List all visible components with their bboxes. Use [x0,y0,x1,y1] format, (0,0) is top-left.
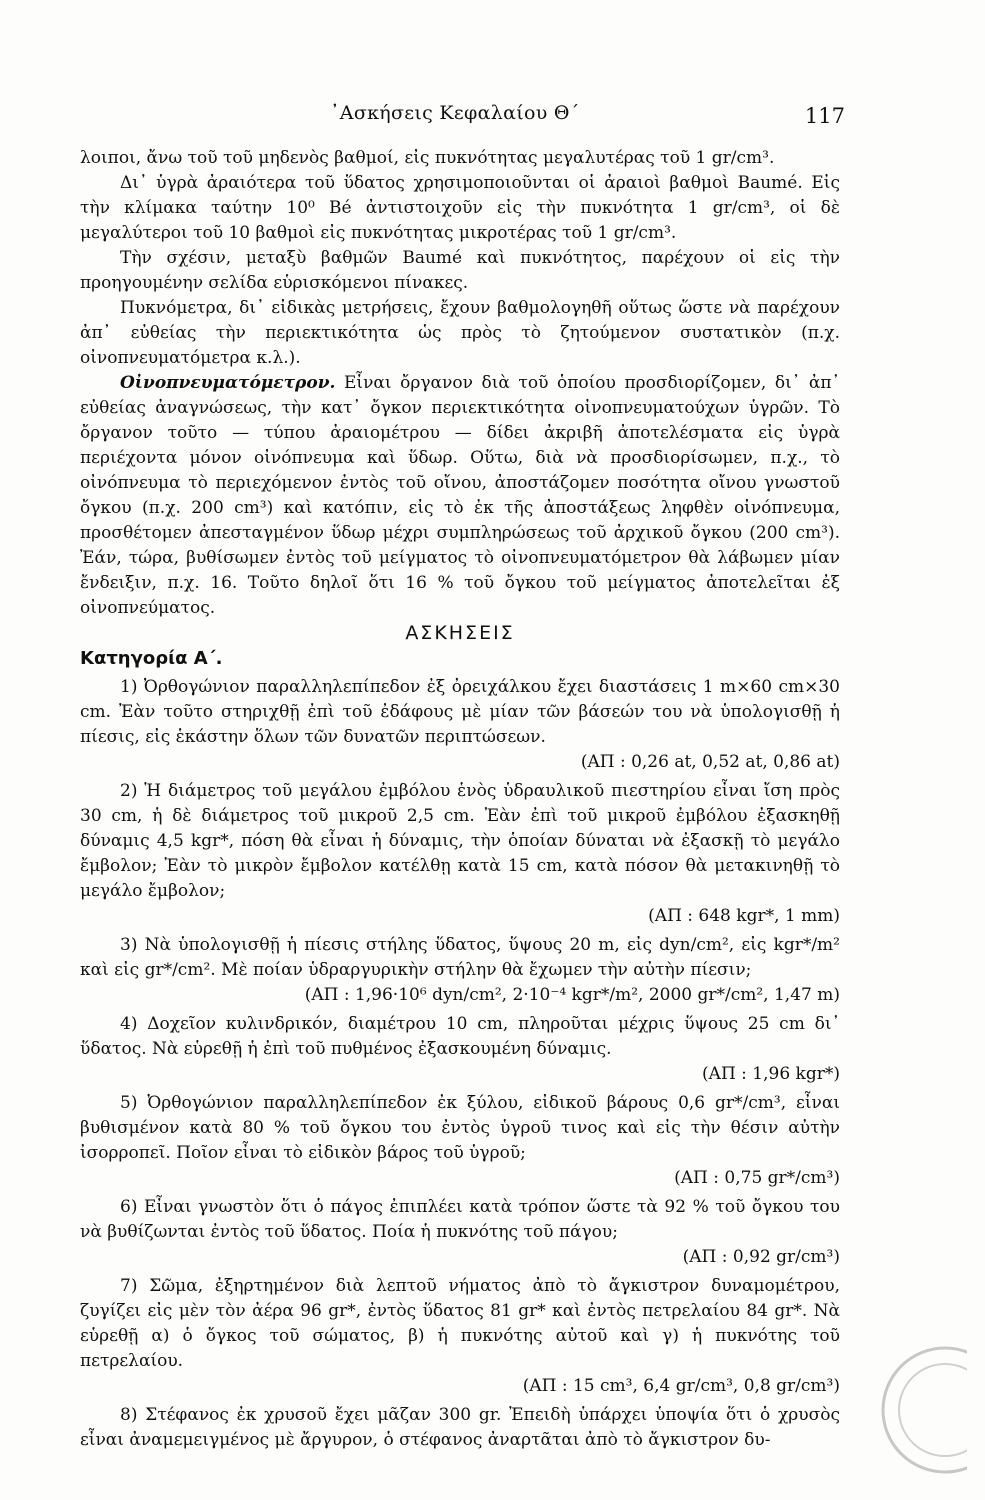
exercise-5 [80,1091,840,1191]
exercise-4 [80,1012,840,1087]
exercise-answer: (ΑΠ : 0,75 gr*/cm³) [674,1168,840,1188]
category-heading: Κατηγορία Α΄. [80,648,223,669]
exercise-answer: (ΑΠ : 15 cm³, 6,4 gr/cm³, 0,8 gr/cm³) [522,1376,840,1396]
exercise-7 [80,1274,840,1399]
exercise-text: 5) Ὀρθογώνιον παραλληλεπίπεδον ἐκ ξύλου, εἰδικοῦ βάρους 0,6 gr*/cm³, εἶναι βυθισμένον κατὰ 80 % τοῦ ὄγκου του ἐντὸς ὑγροῦ τινος καὶ εἰς τὴν θέσιν αὐτὴν ἰσορροπεῖ. Ποῖον εἶναι τὸ εἰδικὸν βάρος τοῦ ὑγροῦ; [80,1093,840,1163]
intro-paragraph-5 [80,371,840,621]
exercise-8 [80,1403,840,1453]
intro-paragraph-3: Τὴν σχέσιν, μεταξὺ βαθμῶν Baumé καὶ πυκνότητος, παρέχουν οἱ εἰς τὴν προηγουμένην σελίδα εὑρισκόμενοι πίνακες. [80,248,840,293]
exercise-answer: (ΑΠ : 1,96 kgr*) [702,1064,840,1084]
intro-paragraph-5-text: Εἶναι ὄργανον διὰ τοῦ ὁποίου προσδιορίζομεν, δι᾿ ἀπ᾿ εὐθείας ἀναγνώσεως, τὴν κατ᾿ ὄγκον περιεκτικότητα οἰνοπνευματούχων ὑγρῶν. Τὸ ὄργανον τοῦτο — τύπου ἀραιομέτρου — δίδει ἀκριβῆ ἀποτελέσματα εἰς ὑγρὰ περιέχοντα μόνον οἰνόπνευμα καὶ ὕδωρ. Οὕτω, διὰ νὰ προσδιορίσωμεν, π.χ., τὸ οἰνόπνευμα τὸ περιεχόμενον ἐντὸς τοῦ οἴνου, ἀποστάζομεν ποσότητα οἴνου γνωστοῦ ὄγκου (π.χ. 200 cm³) καὶ κατόπιν, εἰς τὸ ἐκ τῆς ἀποστάξεως ληφθὲν οἰνόπνευμα, προσθέτομεν ἀπεσταγμένον ὕδωρ μέχρι συμπληρώσεως τοῦ ἀρχικοῦ ὄγκου (200 cm³). Ἐάν, τώρα, βυθίσωμεν ἐντὸς τοῦ μείγματος τὸ οἰνοπνευματόμετρον θὰ λάβωμεν μίαν ἔνδειξιν, π.χ. 16. Τοῦτο δηλοῖ ὅτι 16 % τοῦ ὄγκου τοῦ μείγματος ἀποτελεῖται ἐξ οἰνοπνεύματος. [80,373,840,618]
exercise-text: 7) Σῶμα, ἐξηρτημένον διὰ λεπτοῦ νήματος ἀπὸ τὸ ἄγκιστρον δυναμομέτρου, ζυγίζει εἰς μὲν τὸν ἀέρα 96 gr*, ἐντὸς ὕδατος 81 gr* καὶ ἐντὸς πετρελαίου 84 gr*. Νὰ εὑρεθῇ α) ὁ ὄγκος τοῦ σώματος, β) ἡ πυκνότης αὐτοῦ καὶ γ) ἡ πυκνότης τοῦ πετρελαίου. [80,1276,840,1371]
section-title: ΑΣΚΗΣΕΙΣ [405,622,515,644]
intro-paragraph-1: λοιποι, ἄνω τοῦ τοῦ μηδενὸς βαθμοί, εἰς πυκνότητας μεγαλυτέρας τοῦ 1 gr/cm³. [80,148,775,168]
library-stamp-icon [875,1340,967,1480]
exercise-answer: (ΑΠ : 0,92 gr/cm³) [682,1247,840,1267]
exercise-text: 3) Νὰ ὑπολογισθῇ ἡ πίεσις στήλης ὕδατος, ὕψους 20 m, εἰς dyn/cm², εἰς kgr*/m² καὶ εἰς gr*/cm². Μὲ ποίαν ὑδραργυρικὴν στήλην θὰ ἔχωμεν τὴν αὐτὴν πίεσιν; [80,935,840,980]
exercise-answer: (ΑΠ : 1,96·10⁶ dyn/cm², 2·10⁻⁴ kgr*/m², 2000 gr*/cm², 1,47 m) [304,985,840,1005]
page-body [80,146,840,1453]
exercise-text: 1) Ὀρθογώνιον παραλληλεπίπεδον ἐξ ὀρειχάλκου ἔχει διαστάσεις 1 m×60 cm×30 cm. Ἐὰν τοῦτο στηριχθῇ ἐπὶ τοῦ ἐδάφους μὲ μίαν τῶν βάσεών του νὰ ὑπολογισθῇ ἡ πίεσις, εἰς ἑκάστην ὅλων τῶν δυνατῶν περιπτώσεων. [80,677,840,747]
exercise-6 [80,1195,840,1270]
intro-paragraph-2: Δι᾿ ὑγρὰ ἀραιότερα τοῦ ὕδατος χρησιμοποιοῦνται οἱ ἀραιοὶ βαθμοὶ Baumé. Εἰς τὴν κλίμακα ταύτην 10⁰ Bé ἀντιστοιχοῦν εἰς τὴν πυκνότητα 1 gr/cm³, οἱ δὲ μεγαλύτεροι τοῦ 10 βαθμοὶ εἰς πυκνότητας μικροτέρας τοῦ 1 gr/cm³. [80,173,840,243]
exercise-1 [80,675,840,775]
intro-paragraph-4: Πυκνόμετρα, δι᾿ εἰδικὰς μετρήσεις, ἔχουν βαθμολογηθῆ οὕτως ὥστε νὰ παρέχουν ἀπ᾿ εὐθείας τὴν περιεκτικότητα ὡς πρὸς τὸ ζητούμενον συστατικὸν (π.χ. οἰνοπνευματόμετρα κ.λ.). [80,298,840,368]
exercise-text: 2) Ἡ διάμετρος τοῦ μεγάλου ἐμβόλου ἑνὸς ὑδραυλικοῦ πιεστηρίου εἶναι ἴση πρὸς 30 cm, ἡ δὲ διάμετρος τοῦ μικροῦ 2,5 cm. Ἐὰν ἐπὶ τοῦ μικροῦ ἐμβόλου ἐξασκηθῇ δύναμις 4,5 kgr*, πόση θὰ εἶναι ἡ δύναμις, τὴν ὁποίαν δύναται νὰ ἐξασκῇ τὸ μεγάλο ἔμβολον; Ἐὰν τὸ μικρὸν ἔμβολον κατέλθῃ κατὰ 15 cm, κατὰ πόσον θὰ μετακινηθῇ τὸ μεγάλο ἔμβολον; [80,781,840,901]
term-oinopneumatometron: Οἰνοπνευματόμετρον. [120,373,336,393]
page-header [0,100,985,140]
exercise-answer: (ΑΠ : 0,26 at, 0,52 at, 0,86 at) [580,752,840,772]
exercise-text: 8) Στέφανος ἐκ χρυσοῦ ἔχει μᾶζαν 300 gr. Ἐπειδὴ ὑπάρχει ὑποψία ὅτι ὁ χρυσὸς εἶναι ἀναμεμειγμένος μὲ ἄργυρον, ὁ στέφανος ἀναρτᾶται ἀπὸ τὸ ἄγκιστρον δυ- [80,1405,840,1450]
exercise-answer: (ΑΠ : 648 kgr*, 1 mm) [648,906,840,926]
exercise-3 [80,933,840,1008]
exercise-text: 6) Εἶναι γνωστὸν ὅτι ὁ πάγος ἐπιπλέει κατὰ τρόπον ὥστε τὰ 92 % τοῦ ὄγκου του νὰ βυθίζωνται ἐντὸς τοῦ ὕδατος. Ποία ἡ πυκνότης τοῦ πάγου; [80,1197,840,1242]
running-head: ᾿Ασκήσεις Κεφαλαίου Θ΄ [330,102,580,124]
exercise-2 [80,779,840,929]
exercise-text: 4) Δοχεῖον κυλινδρικόν, διαμέτρου 10 cm, πληροῦται μέχρις ὕψους 25 cm δι᾿ ὕδατος. Νὰ εὑρεθῇ ἡ ἐπὶ τοῦ πυθμένος ἐξασκουμένη δύναμις. [80,1014,840,1059]
page-number: 117 [804,104,845,128]
